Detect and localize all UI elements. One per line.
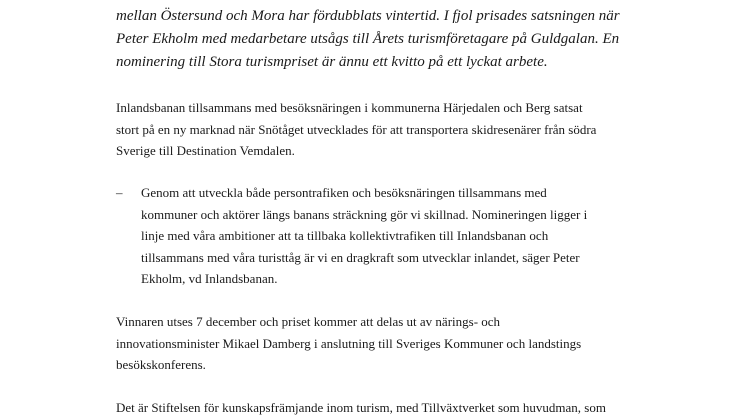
paragraph-line: Vinnaren utses 7 december och priset kommer att delas ut av närings- och <box>116 314 501 329</box>
quote-dash: – <box>116 185 123 200</box>
quote-line: linje med våra ambitioner att ta tillbaka kollektivtrafiken till Inlandsbanan och <box>141 228 549 243</box>
paragraph-organizer <box>116 397 646 419</box>
paragraph-winner <box>116 311 646 376</box>
quote-line: Genom att utveckla både persontrafiken och besöksnäringen tillsammans med <box>141 185 547 200</box>
paragraph-line: Inlandsbanan tillsammans med besöksnäringen i kommunerna Härjedalen och Berg satsat <box>116 100 583 115</box>
lead-line: nominering till Stora turismpriset är ännu ett kvitto på ett lyckat arbete. <box>116 54 548 70</box>
quote-line: tillsammans med våra turisttåg är vi en dragkraft som utvecklar inlandet, säger Peter <box>141 249 580 265</box>
paragraph-line: Det är Stiftelsen för kunskapsfrämjande inom turism, med Tillväxtverket som huvudman, som <box>116 400 606 415</box>
paragraph-line: innovationsminister Mikael Damberg i anslutning till Sveriges Kommuner och landstings <box>116 335 582 351</box>
paragraph-snotaget <box>116 97 646 162</box>
quote-line: Ekholm, vd Inlandsbanan. <box>141 271 278 286</box>
quote-line: kommuner och aktörer längs banans sträckning gör vi skillnad. Nomineringen ligger i <box>141 206 588 222</box>
paragraph-line: stort på en ny marknad när Snötåget utvecklades för att transportera skidresenärer från södra <box>116 121 597 137</box>
lead-paragraph <box>116 5 646 74</box>
quote-body <box>141 182 587 290</box>
paragraph-line: Sverige till Destination Vemdalen. <box>116 143 295 158</box>
paragraph-line: besökskonferens. <box>116 357 206 372</box>
lead-line: Peter Ekholm med medarbetare utsågs till Årets turismföretagare på Guldgalan. En <box>116 31 620 47</box>
lead-line: mellan Östersund och Mora har fördubblats vintertid. I fjol prisades satsningen när <box>116 8 620 24</box>
